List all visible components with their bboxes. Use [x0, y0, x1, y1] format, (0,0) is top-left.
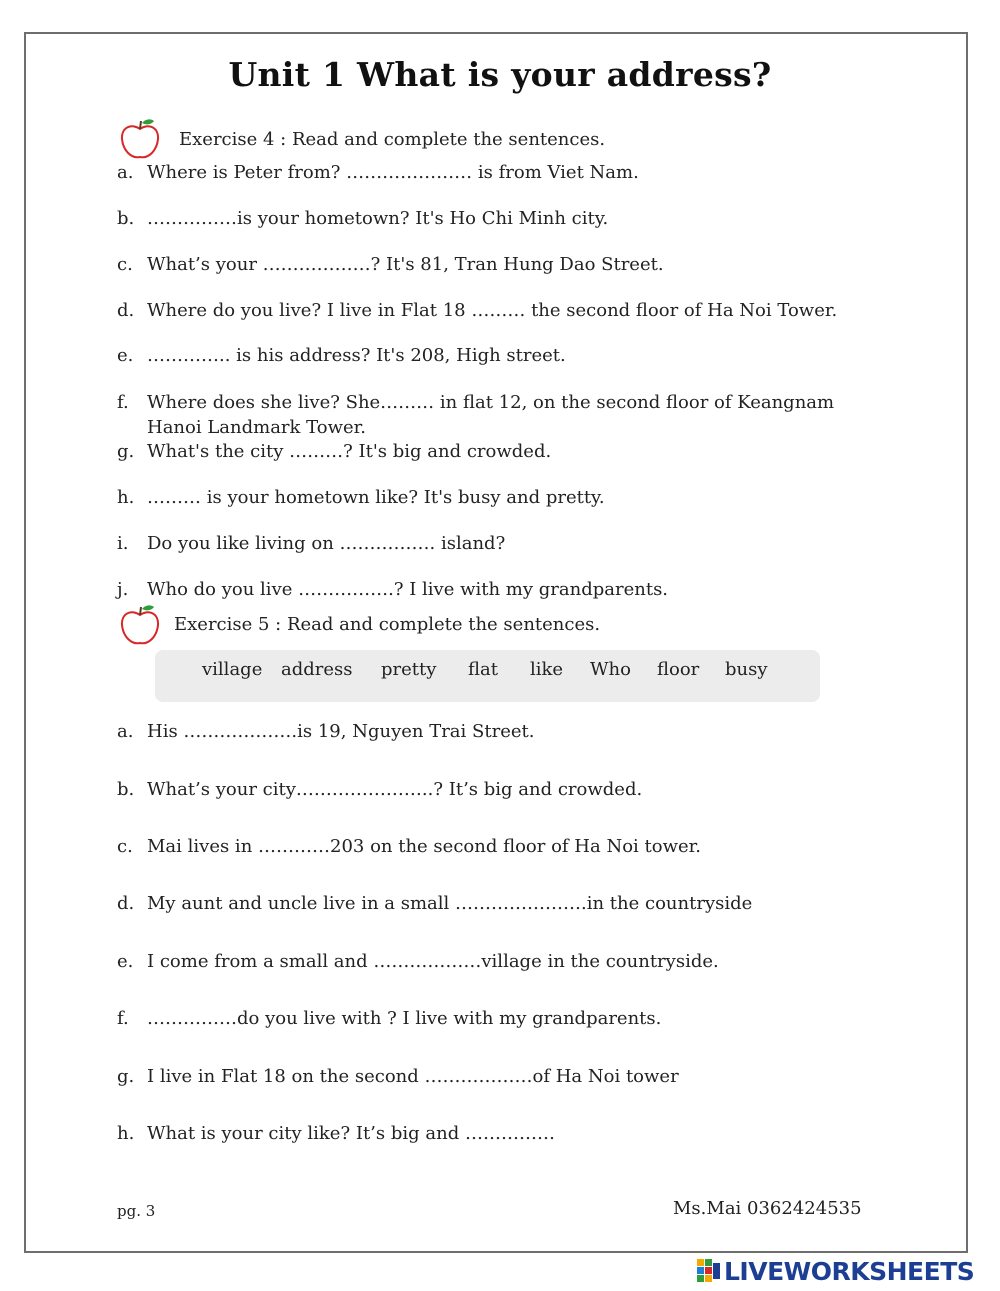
author-credit: Ms.Mai 0362424535 [673, 1198, 862, 1219]
brand-name: LIVEWORKSHEETS [724, 1256, 975, 1286]
list-item: d. Where do you live? I live in Flat 18 ……… the second floor of Ha Noi Tower. [117, 300, 838, 321]
list-item: g. I live in Flat 18 on the second ………………of Ha Noi tower [117, 1066, 679, 1087]
list-item: b. What’s your city…………………..? It’s big and crowded. [117, 779, 643, 800]
list-item: e. ………….. is his address? It's 208, High street. [117, 345, 566, 366]
list-item: e. I come from a small and ………………village in the countryside. [117, 951, 719, 972]
list-item: i. Do you like living on ……………. island? [117, 533, 506, 554]
list-item: a. Where is Peter from? ………………… is from Viet Nam. [117, 162, 639, 183]
apple-icon [118, 117, 162, 161]
list-item: d. My aunt and uncle live in a small ………………….in the countryside [117, 893, 753, 914]
list-item: f. ……………do you live with ? I live with my grandparents. [117, 1008, 662, 1029]
word-bank-item: village [202, 659, 263, 680]
list-item: h. What is your city like? It’s big and …………… [117, 1123, 555, 1144]
word-bank-item: address [281, 659, 353, 680]
liveworksheets-brand[interactable] [696, 1256, 974, 1286]
page-title: Unit 1 What is your address? [228, 55, 772, 94]
list-item: g. What's the city ………? It's big and crowded. [117, 441, 552, 462]
liveworksheets-logo-icon [696, 1258, 722, 1284]
word-bank-item: flat [468, 659, 498, 680]
exercise-5-heading: Exercise 5 : Read and complete the sentences. [174, 614, 601, 635]
word-bank-item: pretty [381, 659, 437, 680]
word-bank-item: Who [590, 659, 631, 680]
list-item: f. Where does she live? She……… in flat 12, on the second floor of Keangnam Hanoi Landmark Tower. [117, 392, 835, 438]
word-bank-item: like [530, 659, 564, 680]
exercise-4-heading: Exercise 4 : Read and complete the sentences. [179, 129, 606, 150]
list-item: a. His ……………….is 19, Nguyen Trai Street. [117, 721, 535, 742]
list-item: c. Mai lives in …………203 on the second floor of Ha Noi tower. [117, 836, 702, 857]
list-item: h. ……… is your hometown like? It's busy and pretty. [117, 487, 605, 508]
page-number: pg. 3 [117, 1202, 156, 1220]
list-item: b. ……………is your hometown? It's Ho Chi Minh city. [117, 208, 609, 229]
list-item: j. Who do you live …………….? I live with my grandparents. [117, 579, 669, 600]
list-item: c. What’s your ………………? It's 81, Tran Hung Dao Street. [117, 254, 664, 275]
word-bank-item: busy [725, 659, 768, 680]
apple-icon [118, 603, 162, 647]
word-bank-item: floor [657, 659, 700, 680]
